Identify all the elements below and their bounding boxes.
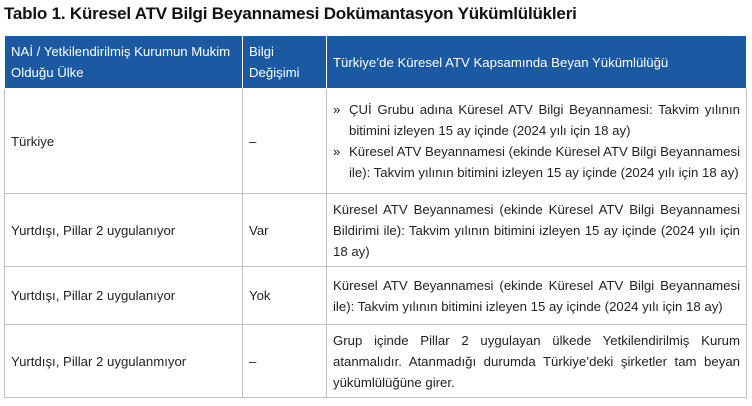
country-cell: Yurtdışı, Pillar 2 uygulanıyor — [5, 267, 243, 325]
obligation-cell: Küresel ATV Beyannamesi (ekinde Küresel ATV Bilgi Beyannamesi ile): Takvim yılının bitimini izleyen 15 ay içinde (2024 yılı için 18 ay) — [327, 267, 747, 325]
exchange-cell: Var — [243, 194, 327, 267]
exchange-cell: – — [243, 325, 327, 398]
obligation-cell: Grup içinde Pillar 2 uygulayan ülkede Yetkilendirilmiş Kurum atanmalıdır. Atanmadığı durumda Türkiye’deki şirketler tam beyan yükümlülüğüne girer. — [327, 325, 747, 398]
table-row — [5, 267, 747, 325]
obligation-cell — [327, 89, 747, 194]
page-title: Tablo 1. Küresel ATV Bilgi Beyannamesi Dokümantasyon Yükümlülükleri — [4, 4, 577, 23]
bullet-icon: » — [333, 102, 341, 117]
bullet-text: ÇUİ Grubu adına Küresel ATV Bilgi Beyannamesi: Takvim yılının bitimini izleyen 15 ay içinde (2024 yılı için 18 ay) — [349, 102, 740, 138]
country-cell: Yurtdışı, Pillar 2 uygulanmıyor — [5, 325, 243, 398]
header-country: NAİ / Yetkilendirilmiş Kurumun Mukim Olduğu Ülke — [5, 36, 243, 89]
header-exchange: Bilgi Değişimi — [243, 36, 327, 89]
table-row — [5, 325, 747, 398]
bullet-icon: » — [333, 144, 341, 159]
country-cell: Yurtdışı, Pillar 2 uygulanıyor — [5, 194, 243, 267]
exchange-cell: Yok — [243, 267, 327, 325]
list-item — [333, 99, 740, 141]
exchange-cell: – — [243, 89, 327, 194]
table-row — [5, 194, 747, 267]
table-row — [5, 89, 747, 194]
country-cell: Türkiye — [5, 89, 243, 194]
obligations-table — [4, 35, 747, 398]
table-header-row — [5, 36, 747, 89]
bullet-text: Küresel ATV Beyannamesi (ekinde Küresel ATV Bilgi Beyannamesi ile): Takvim yılının bitimini izleyen 15 ay içinde (2024 yılı için 18 ay) — [349, 144, 740, 180]
list-item — [333, 141, 740, 183]
header-obligation: Türkiye’de Küresel ATV Kapsamında Beyan Yükümlülüğü — [327, 36, 747, 89]
bullet-list — [333, 99, 740, 183]
obligation-cell: Küresel ATV Beyannamesi (ekinde Küresel ATV Bilgi Beyannamesi Bildirimi ile): Takvim yılının bitimini izleyen 15 ay içinde (2024 yılı için 18 ay) — [327, 194, 747, 267]
